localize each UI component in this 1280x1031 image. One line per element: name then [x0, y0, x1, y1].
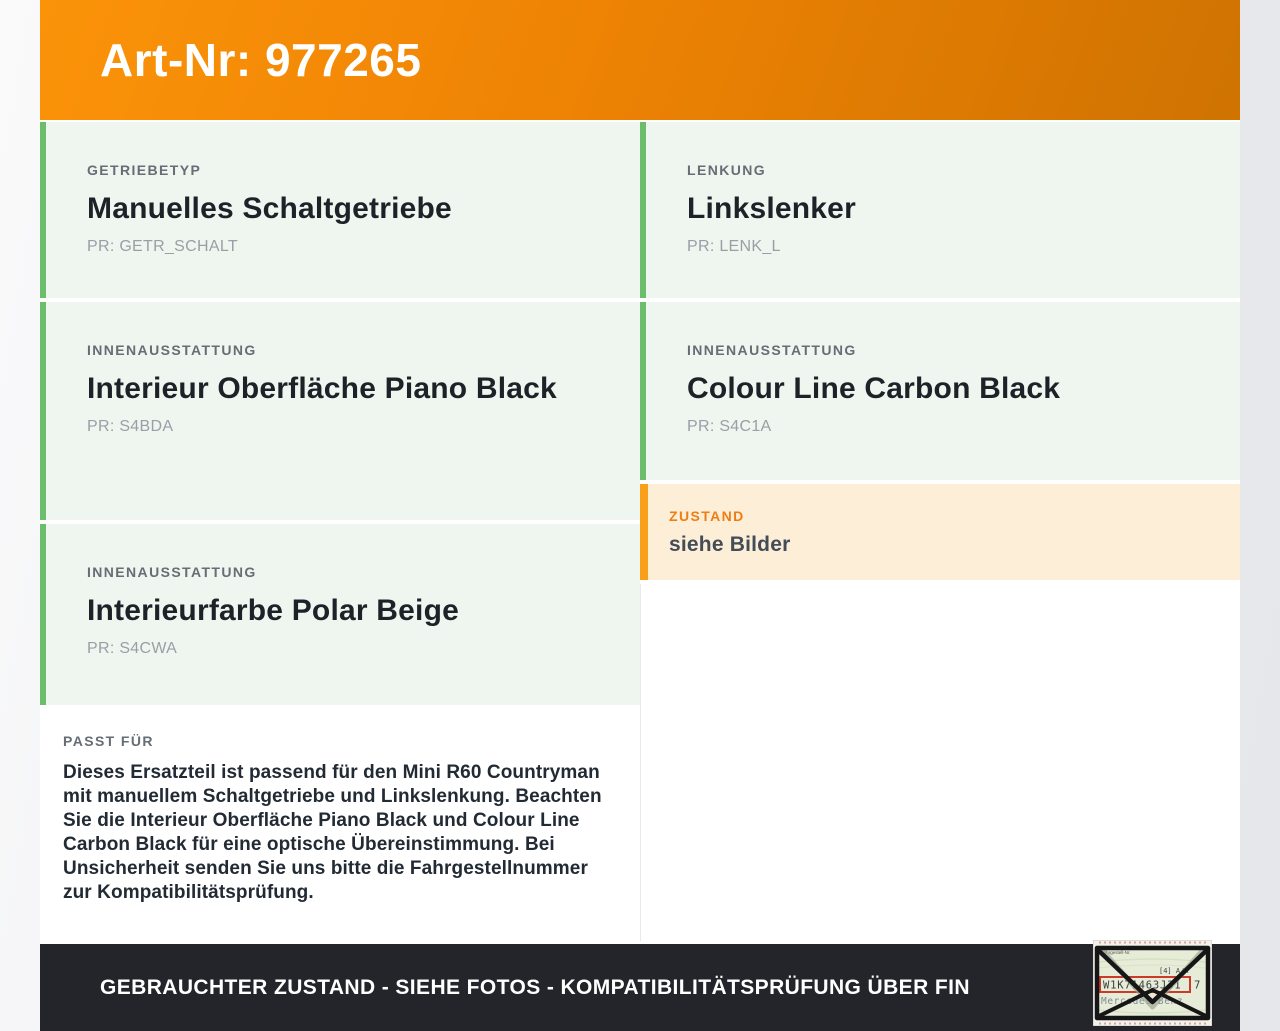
spec-label: LENKUNG: [687, 162, 767, 178]
spec-value: Linkslenker: [687, 192, 856, 225]
footer-text: GEBRAUCHTER ZUSTAND - SIEHE FOTOS - KOMPATIBILITÄTSPRÜFUNG ÜBER FIN: [100, 975, 970, 999]
spec-card-interieurfarbe: [40, 524, 640, 705]
spec-value: Manuelles Schaltgetriebe: [87, 192, 452, 225]
specs-right-column: [640, 122, 1240, 943]
fits-description: Dieses Ersatzteil ist passend für den Mini R60 Countryman mit manuellem Schaltgetriebe und Linkslenkung. Beachten Sie die Interieur Oberfläche Piano Black und Colour Line Carbon Black für eine optische Übereinstimmung. Bei Unsicherheit senden Sie uns bitte die Fahrgestellnummer zur Kompatibilitätsprüfung.: [63, 762, 602, 903]
spec-pr-code: PR: LENK_L: [687, 238, 781, 255]
spec-label: INNENAUSSTATTUNG: [87, 564, 257, 580]
spec-pr-code: PR: GETR_SCHALT: [87, 238, 238, 255]
doc-field-code: [4] A/A: [1159, 967, 1189, 975]
condition-card: [640, 484, 1240, 580]
product-spec-sheet: [40, 0, 1240, 1031]
spec-label: GETRIEBETYP: [87, 162, 202, 178]
specs-left-column: [40, 122, 640, 943]
spec-card-colour-line: [640, 302, 1240, 480]
column-divider: [640, 584, 641, 941]
spec-card-getriebetyp: [40, 122, 640, 298]
vehicle-make-text: Mercedes-Benz: [1101, 996, 1184, 1007]
vehicle-document-image: [1093, 940, 1212, 1026]
spec-value: Colour Line Carbon Black: [687, 372, 1061, 405]
doc-field-label: Fahrgestell-Nr.: [1101, 950, 1131, 955]
spec-label: INNENAUSSTATTUNG: [687, 342, 857, 358]
spec-pr-code: PR: S4BDA: [87, 418, 174, 435]
fits-section: [40, 709, 640, 943]
spec-card-innenausstattung-oberflaeche: [40, 302, 640, 520]
spec-value: Interieur Oberfläche Piano Black: [87, 372, 557, 405]
vin-suffix: 7: [1194, 979, 1201, 992]
vehicle-document-thumbnail: [1093, 940, 1212, 1026]
footer-banner: [40, 944, 1240, 1031]
spec-card-lenkung: [640, 122, 1240, 298]
vin-text: W1K71463J31: [1103, 979, 1182, 992]
article-number-title: Art-Nr: 977265: [100, 34, 422, 86]
spec-pr-code: PR: S4C1A: [687, 418, 772, 435]
condition-value: siehe Bilder: [669, 533, 791, 556]
spec-value: Interieurfarbe Polar Beige: [87, 594, 459, 627]
fits-label: PASST FÜR: [63, 733, 154, 749]
spec-pr-code: PR: S4CWA: [87, 640, 178, 657]
condition-label: ZUSTAND: [669, 508, 745, 524]
spec-label: INNENAUSSTATTUNG: [87, 342, 257, 358]
header-banner: [40, 0, 1240, 120]
